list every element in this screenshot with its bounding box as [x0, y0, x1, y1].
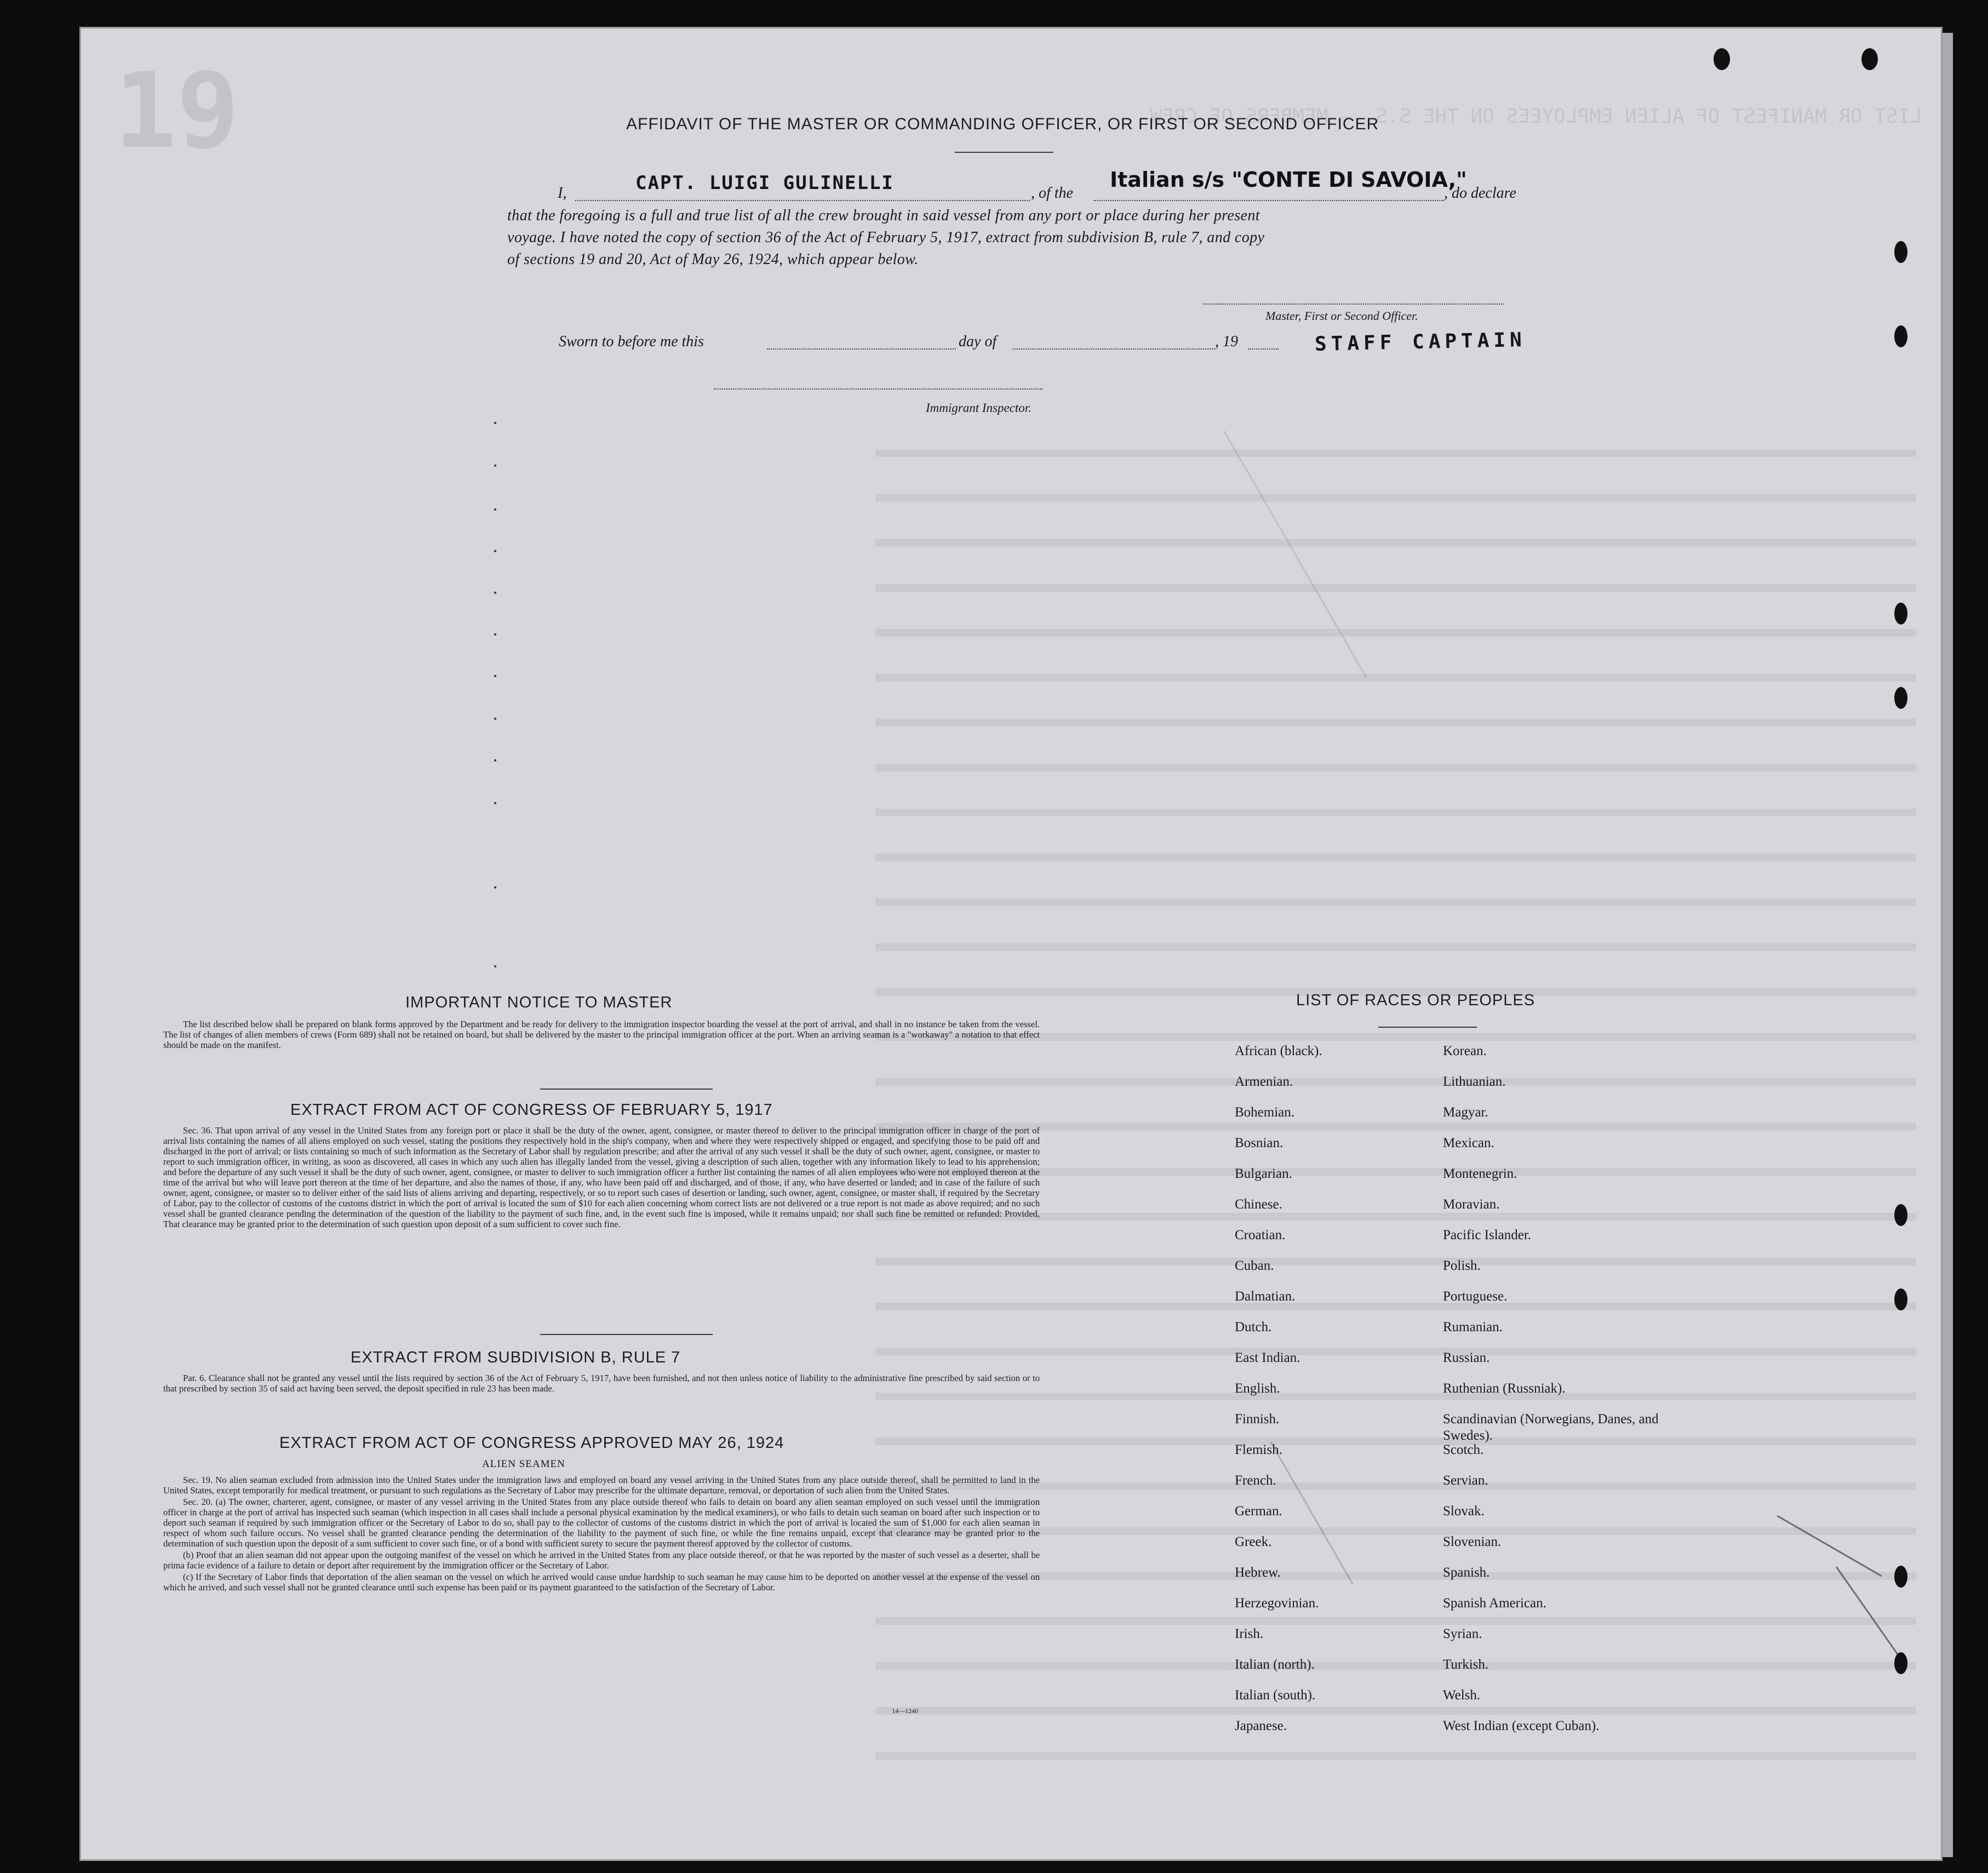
- race-item: Spanish.: [1443, 1565, 1490, 1580]
- race-item: Portuguese.: [1443, 1289, 1508, 1304]
- punch-hole: [1714, 48, 1730, 70]
- notice-text: [163, 1019, 1040, 1051]
- race-item: Greek.: [1235, 1534, 1272, 1549]
- section-20c-paragraph: (c) If the Secretary of Labor finds that deportation of the alien seaman on the vessel on which he arrived would cause undue hardship to such seaman he may cause him to be deported on another vessel at the expense of the vessel on which he arrived, and such vessel shall not be granted clearance until such expense has been paid or its payment guaranteed to the satisfaction of the Secretary of Labor.: [163, 1572, 1040, 1593]
- race-item: Bosnian.: [1235, 1136, 1284, 1150]
- race-item: Moravian.: [1443, 1197, 1500, 1212]
- punch-hole: [1894, 603, 1907, 625]
- blank-mark: [494, 633, 496, 635]
- race-item: Dalmatian.: [1235, 1289, 1296, 1304]
- declarant-label: I,: [558, 185, 567, 202]
- punch-hole: [1894, 325, 1907, 347]
- race-item: Lithuanian.: [1443, 1074, 1506, 1089]
- day-of-label: day of: [959, 333, 997, 350]
- race-item: Korean.: [1443, 1044, 1487, 1058]
- punch-hole: [1894, 1652, 1907, 1674]
- section-19-paragraph: Sec. 19. No alien seaman excluded from admission into the United States under the immigration laws and employed on board any vessel arriving in the United States from any place outside thereof, shall be permitted to land in the United States, except temporarily for medical treatment, or pursuant to such regulations as the Secretary of Labor may prescribe for the ultimate departure, removal, or deportation of such alien from the United States.: [163, 1475, 1040, 1496]
- extract-1924-title: EXTRACT FROM ACT OF CONGRESS APPROVED MAY 26, 1924: [279, 1434, 784, 1452]
- master-name-stamp: CAPT. LUIGI GULINELLI: [635, 172, 894, 194]
- race-item: Chinese.: [1235, 1197, 1282, 1212]
- race-item: Bohemian.: [1235, 1105, 1295, 1120]
- inspector-signature-line: [714, 388, 1042, 390]
- punch-hole: [1894, 1288, 1907, 1310]
- do-declare-label: , do declare: [1444, 185, 1516, 202]
- extract-1917-text: [163, 1125, 1040, 1230]
- race-item: Polish.: [1443, 1258, 1481, 1273]
- inspector-caption: Immigrant Inspector.: [926, 401, 1032, 415]
- race-item: Russian.: [1443, 1350, 1490, 1365]
- blank-mark: [494, 550, 496, 552]
- race-item: English.: [1235, 1381, 1280, 1396]
- race-item: Japanese.: [1235, 1719, 1287, 1733]
- extract-rule7-text: [163, 1373, 1040, 1395]
- blank-mark: [494, 592, 496, 594]
- race-item: Hebrew.: [1235, 1565, 1281, 1580]
- race-item: Ruthenian (Russniak).: [1443, 1381, 1566, 1396]
- race-item: Rumanian.: [1443, 1320, 1503, 1334]
- races-left-column: [1235, 1043, 1432, 1749]
- race-item: Bulgarian.: [1235, 1166, 1292, 1181]
- race-item: German.: [1235, 1504, 1282, 1519]
- punch-hole: [1894, 241, 1907, 263]
- blank-mark: [494, 759, 496, 761]
- race-item: Montenegrin.: [1443, 1166, 1517, 1181]
- section-20b-paragraph: (b) Proof that an alien seaman did not appear upon the outgoing manifest of the vessel on which he arrived in the United States from any place outside thereof, or that he was reported by the master of such vessel as a deserter, shall be prima facie evidence of a failure to detain or deport after requirement by the immigration officer or the Secretary of Labor.: [163, 1550, 1040, 1571]
- race-item: West Indian (except Cuban).: [1443, 1719, 1600, 1733]
- blank-mark: [494, 675, 496, 677]
- section-20a-paragraph: Sec. 20. (a) The owner, charterer, agent, consignee, or master of any vessel arriving in the United States from any place outside thereof who fails to detain on board any alien seaman employed on such vessel until the immigration officer in charge at the port of arrival has inspected such seaman (which inspection in all cases shall include a personal physical examination by the medical examiners), or who fails to detain such seaman on board after such inspection or to deport such seaman if required by such immigration officer or the Secretary of Labor to do so, shall pay to the collector of customs of the customs district in which the port of arrival is located the sum of $1,000 for each alien seaman in respect of whom such failure occurs. No vessel shall be granted clearance pending the determination of the liability to the payment of such fine, or while the fine remains unpaid, except that clearance may be granted prior to the determination of such question upon the deposit of a sum sufficient to cover such fine, or of a bond with sufficient surety to secure the payment thereof approved by the collector of customs.: [163, 1497, 1040, 1549]
- page-edge: [1941, 33, 1953, 1857]
- race-item: Scotch.: [1443, 1442, 1484, 1457]
- race-item: Croatian.: [1235, 1228, 1286, 1242]
- section-36-paragraph: Sec. 36. That upon arrival of any vessel in the United States from any foreign port or place it shall be the duty of the owner, agent, consignee, or master thereof to deliver to the principal immigration officer in charge of the port of arrival lists containing the names of all aliens employed on such vessel, stating the positions they respectively hold in the ship's company, when and where they were respectively shipped or engaged, and specifying those to be paid off and discharged in the port of arrival; or lists containing so much of such information as the Secretary of Labor shall by regulation prescribe; and after the arrival of any such vessel it shall be the duty of such owner, agent, consignee, or master to report to such immigration officer, in writing, as soon as discovered, all cases in which any such alien has illegally landed from the vessel, giving a description of such alien, together with any information likely to lead to his apprehension; and before the departure of any such vessel it shall be the duty of such owner, agent, consignee, or master to deliver to such immigration officer a further list containing the names of all alien employees who were not employed thereon at the time of the arrival but who will leave port thereon at the time of her departure, and also the names of those, if any, who have been paid off and discharged, and of those, if any, who have deserted or landed; and in case of the failure of such owner, agent, consignee, or master so to deliver either of the said lists of aliens arriving and departing, respectively, or so to report such cases of desertion or landing, such owner, agent, consignee, or master shall, if required by the Secretary of Labor, pay to the collector of customs of the customs district in which the port of arrival is located the sum of $10 for each alien concerning whom correct lists are not delivered or a true report is not made as above required; and no such vessel shall be granted clearance pending the determination of the question of the liability to the payment of such fine, and, in the event such fine is imposed, while it remains unpaid; nor shall such fine be remitted or refunded: Provided, That clearance may be granted prior to the determination of such question upon deposit of a sum sufficient to cover such fine.: [163, 1125, 1040, 1229]
- extract-rule7-title: EXTRACT FROM SUBDIVISION B, RULE 7: [351, 1349, 681, 1366]
- affidavit-body-line-3: of sections 19 and 20, Act of May 26, 1924, which appear below.: [507, 251, 919, 268]
- race-item: Scandinavian (Norwegians, Danes, and Swedes).: [1443, 1412, 1659, 1443]
- extract-1917-rule: [540, 1334, 713, 1335]
- race-item: Dutch.: [1235, 1320, 1272, 1334]
- punch-hole: [1894, 1204, 1907, 1226]
- sworn-label: Sworn to before me this: [559, 333, 704, 350]
- race-item: East Indian.: [1235, 1350, 1300, 1365]
- race-item: Spanish American.: [1443, 1596, 1546, 1611]
- notice-rule: [540, 1089, 713, 1090]
- vessel-line: [1093, 200, 1444, 201]
- affidavit-title-rule: [955, 152, 1053, 153]
- extract-1917-title: EXTRACT FROM ACT OF CONGRESS OF FEBRUARY 5, 1917: [290, 1101, 773, 1119]
- signature-caption: Master, First or Second Officer.: [1265, 309, 1418, 323]
- paragraph-6: Par. 6. Clearance shall not be granted any vessel until the lists required by section 36 of the Act of February 5, 1917, have been furnished, and not then unless notice of liability to the administrative fine prescribed by said section or to that prescribed by section 35 of said act having been served, the deposit specified in rule 23 has been made.: [163, 1373, 1040, 1394]
- signature-line: [1203, 303, 1504, 305]
- race-item: Italian (north).: [1235, 1657, 1315, 1672]
- manifest-page: [81, 28, 1941, 1859]
- race-item: Slovenian.: [1443, 1534, 1502, 1549]
- race-item: Pacific Islander.: [1443, 1228, 1532, 1242]
- race-item: African (black).: [1235, 1044, 1322, 1058]
- extract-1924-text: [163, 1475, 1040, 1594]
- punch-hole: [1894, 687, 1907, 709]
- race-item: Slovak.: [1443, 1504, 1485, 1519]
- race-item: Armenian.: [1235, 1074, 1293, 1089]
- affidavit-body-line-2: voyage. I have noted the copy of section 36 of the Act of February 5, 1917, extract from subdivision B, rule 7, and copy: [507, 229, 1265, 246]
- punch-hole: [1861, 48, 1878, 70]
- race-item: Servian.: [1443, 1473, 1488, 1488]
- year-label: , 19: [1215, 333, 1238, 350]
- punch-hole: [1894, 1566, 1907, 1588]
- race-item: Herzegovinian.: [1235, 1596, 1319, 1611]
- vessel-stamp: Italian s/s "CONTE DI SAVOIA,": [1110, 168, 1467, 192]
- notice-title: IMPORTANT NOTICE TO MASTER: [405, 994, 673, 1011]
- affidavit-body-line-1: that the foregoing is a full and true list of all the crew brought in said vessel from any port or place during her present: [507, 207, 1260, 224]
- of-the-label: , of the: [1031, 185, 1073, 202]
- race-item: Magyar.: [1443, 1105, 1488, 1120]
- blank-mark: [494, 965, 496, 967]
- sworn-year-line: [1248, 348, 1279, 350]
- race-item: Italian (south).: [1235, 1688, 1316, 1703]
- blank-mark: [494, 465, 496, 467]
- bleed-through-page-number: 19: [114, 50, 239, 171]
- races-title: LIST OF RACES OR PEOPLES: [1296, 992, 1536, 1009]
- race-item: Flemish.: [1235, 1442, 1282, 1457]
- staff-captain-stamp: STAFF CAPTAIN: [1314, 328, 1527, 356]
- race-item: Syrian.: [1443, 1626, 1482, 1641]
- blank-mark: [494, 802, 496, 804]
- affidavit-title: AFFIDAVIT OF THE MASTER OR COMMANDING OFFICER, OR FIRST OR SECOND OFFICER: [626, 115, 1379, 133]
- sworn-day-line: [767, 348, 956, 350]
- master-name-line: [575, 200, 1030, 201]
- blank-mark: [494, 886, 496, 889]
- races-right-column: [1443, 1043, 1673, 1749]
- bleed-through-header: LIST OR MANIFEST OF ALIEN EMPLOYEES ON THE S.S. — MEMBERS OF CREW: [1150, 105, 1922, 128]
- race-item: Cuban.: [1235, 1258, 1274, 1273]
- races-title-rule: [1378, 1027, 1477, 1028]
- alien-seamen-subtitle: ALIEN SEAMEN: [482, 1458, 565, 1470]
- race-item: Welsh.: [1443, 1688, 1481, 1703]
- notice-paragraph: The list described below shall be prepared on blank forms approved by the Department and be ready for delivery to the immigration inspector boarding the vessel at the port of arrival, and shall in no instance be taken from the vessel. The list of changes of alien members of crews (Form 689) shall not be retained on board, but shall be delivered by the master to the principal immigration officer at the port. When an arriving seaman is a "workaway" a notation to that effect should be made on the manifest.: [163, 1019, 1040, 1050]
- race-item: French.: [1235, 1473, 1276, 1488]
- form-number: 14—1240: [892, 1707, 918, 1715]
- race-item: Turkish.: [1443, 1657, 1489, 1672]
- blank-mark: [494, 508, 496, 511]
- race-item: Irish.: [1235, 1626, 1264, 1641]
- blank-mark: [494, 422, 496, 424]
- blank-mark: [494, 718, 496, 720]
- race-item: Finnish.: [1235, 1412, 1280, 1427]
- race-item: Mexican.: [1443, 1136, 1494, 1150]
- sworn-month-line: [1012, 348, 1215, 350]
